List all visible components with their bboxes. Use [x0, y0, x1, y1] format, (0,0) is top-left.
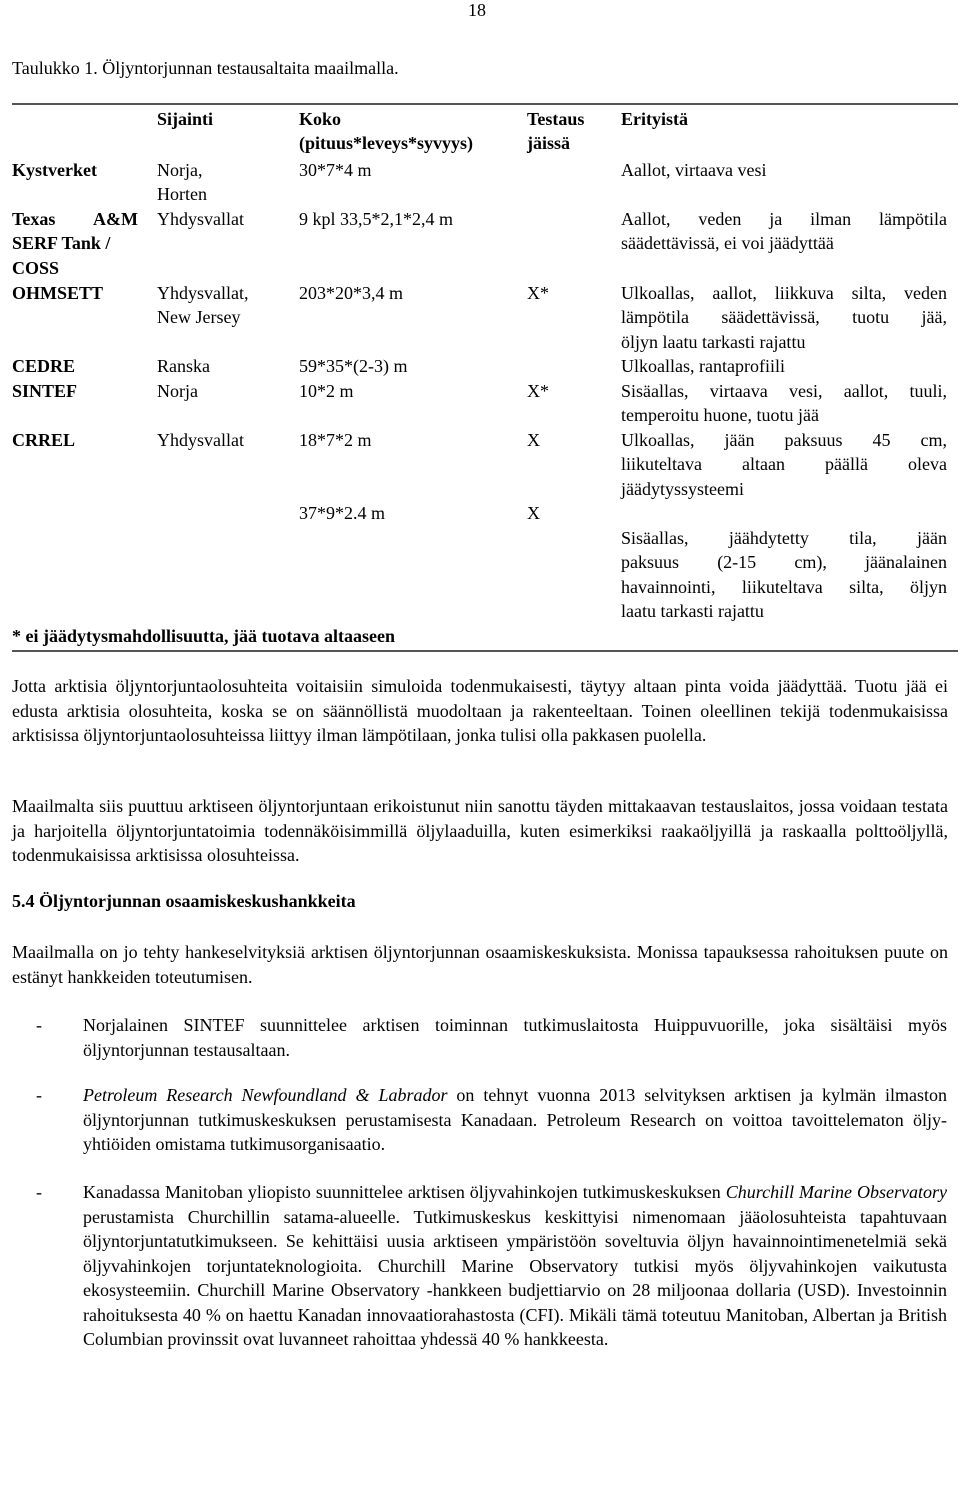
- row-sintef-special-2: temperoitu huone, tuotu jää: [621, 405, 819, 425]
- row-crrel2-special-1: Sisäallas, jäähdytetty tila, jään: [621, 528, 947, 548]
- row-crrel2-ice: X: [527, 503, 540, 523]
- page-number: 18: [468, 0, 486, 20]
- row-crrel-location: Yhdysvallat: [157, 430, 244, 450]
- row-texas-special-1: Aallot, veden ja ilman lämpötila: [621, 209, 947, 229]
- row-sintef-name: SINTEF: [12, 381, 78, 401]
- row-cedre-size: 59*35*(2-3) m: [299, 356, 408, 376]
- header-special: Erityistä: [621, 109, 688, 129]
- table-footnote: * ei jäädytysmahdollisuutta, jää tuotava altaaseen: [12, 626, 396, 646]
- row-cedre-special: Ulkoallas, rantaprofiili: [621, 356, 785, 376]
- row-crrel-special-2: liikuteltava altaan päällä oleva: [621, 454, 947, 474]
- row-crrel2-size: 37*9*2.4 m: [299, 503, 386, 523]
- bullet-item-2-text: on tehnyt vuonna 2013 selvityksen arktisen ja kylmän ilmaston öljyntorjunnan tutkimuskeskuksen perustamisesta Kanadaan. Petroleum Research on voittoa tavoittelematon öljy-yhtiöiden omistama tutkimusorganisaatio.: [83, 1085, 947, 1154]
- row-ohmsett-location-1: Yhdysvallat,: [157, 283, 249, 303]
- bullet-item-3-org: Churchill Marine Observatory: [725, 1182, 947, 1202]
- row-texas-name-3: COSS: [12, 258, 60, 278]
- row-crrel2-special-2: paksuus (2-15 cm), jäänalainen: [621, 552, 947, 572]
- row-texas-location: Yhdysvallat: [157, 209, 244, 229]
- section-intro: Maailmalla on jo tehty hankeselvityksiä arktisen öljyntorjunnan osaamiskeskuksista. Monissa tapauksessa rahoituksen puute on estänyt hankkeiden toteutumisen.: [12, 942, 948, 987]
- row-ohmsett-special-3: öljyn laatu tarkasti rajattu: [621, 332, 806, 352]
- bullet-dash-3: -: [36, 1182, 42, 1202]
- header-location: Sijainti: [157, 109, 214, 129]
- row-kystverket-location-1: Norja,: [157, 160, 203, 180]
- row-kystverket-size: 30*7*4 m: [299, 160, 372, 180]
- bullet-dash-1: -: [36, 1015, 42, 1035]
- row-texas-name-1: Texas A&M: [12, 209, 138, 229]
- row-cedre-location: Ranska: [157, 356, 210, 376]
- row-ohmsett-special-1: Ulkoallas, aallot, liikkuva silta, veden: [621, 283, 947, 303]
- table-caption: Taulukko 1. Öljyntorjunnan testausaltaita maailmalla.: [12, 58, 399, 78]
- bullet-item-3-start: Kanadassa Manitoban yliopisto suunnittelee arktisen öljyvahinkojen tutkimuskeskuksen: [83, 1182, 726, 1202]
- paragraph-1: Jotta arktisia öljyntorjuntaolosuhteita voitaisiin simuloida todenmukaisesti, täytyy altaan pinta voida jäädyttää. Tuotu jää ei edusta arktisia olosuhteita, koska se on säännöllistä muodoltaan ja rakenteeltaan. Toinen oleellinen tekijä todenmukaisissa arktisissa öljyntorjuntaolosuhteissa liittyy ilman lämpötilaan, jonka tulisi olla pakkasen puolella.: [12, 676, 948, 745]
- row-texas-name-2: SERF Tank /: [12, 233, 111, 253]
- row-crrel-special-3: jäädytyssysteemi: [621, 479, 744, 499]
- row-crrel-size: 18*7*2 m: [299, 430, 372, 450]
- row-ohmsett-ice: X*: [527, 283, 549, 303]
- row-kystverket-location-2: Horten: [157, 184, 207, 204]
- bullet-item-3-text: perustamista Churchillin satama-alueelle. Tutkimuskeskus keskittyisi nimenomaan jääolosuhteista tapahtuvaan öljyntorjuntatutkimukseen. Se kehittäisi uusia arktiseen ympäristöön soveltuvia öljyn havainnointimenetelmiä sekä öljyvahinkojen torjuntateknologioita. Churchill Marine Observatory tutkisi myös öljyvahinkojen vaikutusta ekosysteemiin. Churchill Marine Observatory -hankkeen budjettiarvio on 28 miljoonaa dollaria (USD). Investoinnin rahoituksesta 40 % on haettu Kanadan innovaatiorahastosta (CFI). Mikäli tämä toteutuu Manitoban, Albertan ja British Columbian provinssit ovat luvanneet rahoittaa yhdessä 40 % hankkeesta.: [83, 1206, 947, 1349]
- row-sintef-special-1: Sisäallas, virtaava vesi, aallot, tuuli,: [621, 381, 947, 401]
- row-crrel-special-1: Ulkoallas, jään paksuus 45 cm,: [621, 430, 947, 450]
- row-crrel2-special-4: laatu tarkasti rajattu: [621, 601, 764, 621]
- row-ohmsett-location-2: New Jersey: [157, 307, 241, 327]
- header-ice-line1: Testaus: [527, 109, 585, 129]
- bullet-item-3: [83, 1180, 947, 1352]
- row-texas-size: 9 kpl 33,5*2,1*2,4 m: [299, 209, 454, 229]
- row-sintef-location: Norja: [157, 381, 198, 401]
- row-kystverket-special: Aallot, virtaava vesi: [621, 160, 767, 180]
- bullet-item-2-org: Petroleum Research Newfoundland & Labrador: [83, 1085, 448, 1105]
- row-ohmsett-name: OHMSETT: [12, 283, 104, 303]
- row-sintef-size: 10*2 m: [299, 381, 354, 401]
- row-ohmsett-size: 203*20*3,4 m: [299, 283, 404, 303]
- paragraph-2: Maailmalta siis puuttuu arktiseen öljyntorjuntaan erikoistunut niin sanottu täyden mittakaavan testauslaitos, jossa voidaan testata ja harjoitella öljyntorjuntatoimia todennäköisimmillä öljylaaduilla, kuten esimerkiksi raakaöljyillä ja raskaalla polttoöljyllä, todenmukaisissa arktisissa olosuhteissa.: [12, 796, 948, 865]
- row-crrel-name: CRREL: [12, 430, 76, 450]
- row-cedre-name: CEDRE: [12, 356, 76, 376]
- row-kystverket-name: Kystverket: [12, 160, 97, 180]
- row-ohmsett-special-2: lämpötila säädettävissä, tuotu jää,: [621, 307, 947, 327]
- header-size-line1: Koko: [299, 109, 342, 129]
- header-ice-line2: jäissä: [527, 133, 571, 153]
- bullet-dash-2: -: [36, 1085, 42, 1105]
- row-texas-special-2: säädettävissä, ei voi jäädyttää: [621, 233, 834, 253]
- row-crrel-ice: X: [527, 430, 540, 450]
- row-sintef-ice: X*: [527, 381, 549, 401]
- bullet-item-1: Norjalainen SINTEF suunnittelee arktisen toiminnan tutkimuslaitosta Huippuvuorille, joka sisältäisi myös öljyntorjunnan testausaltaan.: [83, 1015, 947, 1060]
- section-heading: 5.4 Öljyntorjunnan osaamiskeskushankkeita: [12, 891, 356, 911]
- row-crrel2-special-3: havainnointi, liikuteltava silta, öljyn: [621, 577, 947, 597]
- header-size-line2: (pituus*leveys*syvyys): [299, 133, 474, 153]
- test-basin-table: [12, 103, 958, 652]
- bullet-item-2: [83, 1083, 947, 1157]
